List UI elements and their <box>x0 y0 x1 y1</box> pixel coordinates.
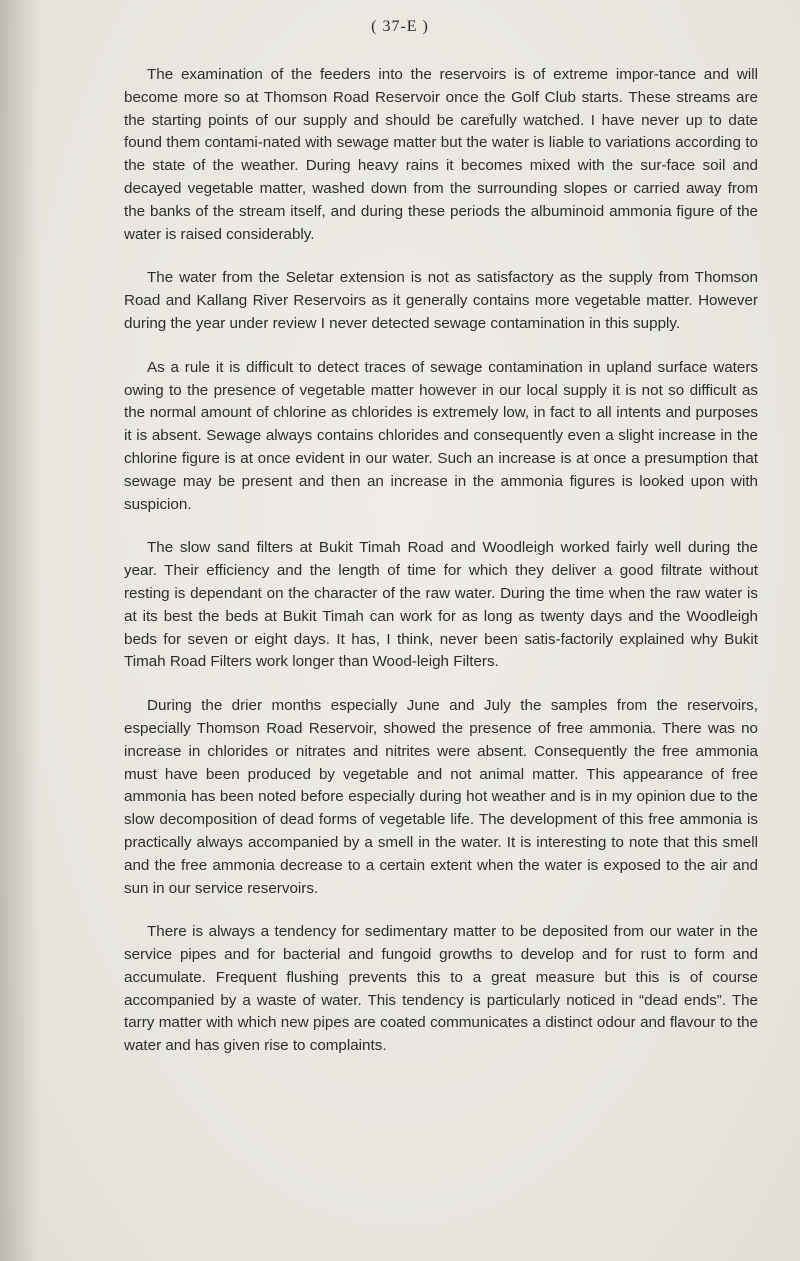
page-edge-shadow <box>0 0 40 1261</box>
paragraph-sewage-detection: As a rule it is difficult to detect traces of sewage contamination in upland surface waters owing to the presence of vegetable matter however in our local supply it is not so difficult as the normal amount of chlorine as chlorides is extremely low, in fact to all intents and purposes it is absent. Sewage always contains chlorides and consequently even a slight increase in the chlorine figure is at once evident in our water. Such an increase is at once a presumption that sewage may be present and then an increase in the ammonia figures is looked upon with suspicion. <box>124 358 758 513</box>
paragraph-sand-filters: The slow sand filters at Bukit Timah Road and Woodleigh worked fairly well during the year. Their efficiency and the length of time for which they deliver a good filtrate without resting is dependant on the character of the raw water. During the time when the raw water is at its best the beds at Bukit Timah can work for as long as twenty days and the Woodleigh beds for seven or eight days. It has, I think, never been satis-factorily explained why Bukit Timah Road Filters work longer than Wood-leigh Filters. <box>124 539 758 671</box>
paragraph-feeders: The examination of the feeders into the reservoirs is of extreme impor-tance and will become more so at Thomson Road Reservoir once the Golf Club starts. These streams are the starting points of our supply and should be carefully watched. I have never up to date found them contami-nated with sewage matter but the water is liable to variations according to the state of the weather. During heavy rains it becomes mixed with the sur-face soil and decayed vegetable matter, washed down from the surrounding slopes or carried away from the banks of the stream itself, and during these periods the albuminoid ammonia figure of the water is raised considerably. <box>124 66 758 243</box>
paragraph-free-ammonia: During the drier months especially June and July the samples from the reservoirs, especially Thomson Road Reservoir, showed the presence of free ammonia. There was no increase in chlorides or nitrates and nitrites were absent. Consequently the free ammonia must have been produced by vegetable and not animal matter. This appearance of free ammonia has been noted before especially during hot weather and is in my opinion due to the slow decomposition of dead forms of vegetable life. The development of this free ammonia is practically always accompanied by a smell in the water. It is interesting to note that this smell and the free ammonia decrease to a certain extent when the water is exposed to the air and sun in our service reservoirs. <box>124 697 758 897</box>
page-number: ( 37-E ) <box>371 18 429 35</box>
paragraph-service-pipes: There is always a tendency for sedimentary matter to be deposited from our water in the service pipes and for bacterial and fungoid growths to develop and for rust to form and accumulate. Frequent flushing prevents this to a great measure but this is of course accompanied by a waste of water. This tendency is particularly noticed in “dead ends”. The tarry matter with which new pipes are coated communicates a distinct odour and flavour to the water and has given rise to complaints. <box>124 923 758 1055</box>
body-text <box>124 64 758 1079</box>
paragraph-seletar: The water from the Seletar extension is not as satisfactory as the supply from Thomson Road and Kallang River Reservoirs as it generally contains more vegetable matter. However during the year under review I never detected sewage contamination in this supply. <box>124 269 758 332</box>
